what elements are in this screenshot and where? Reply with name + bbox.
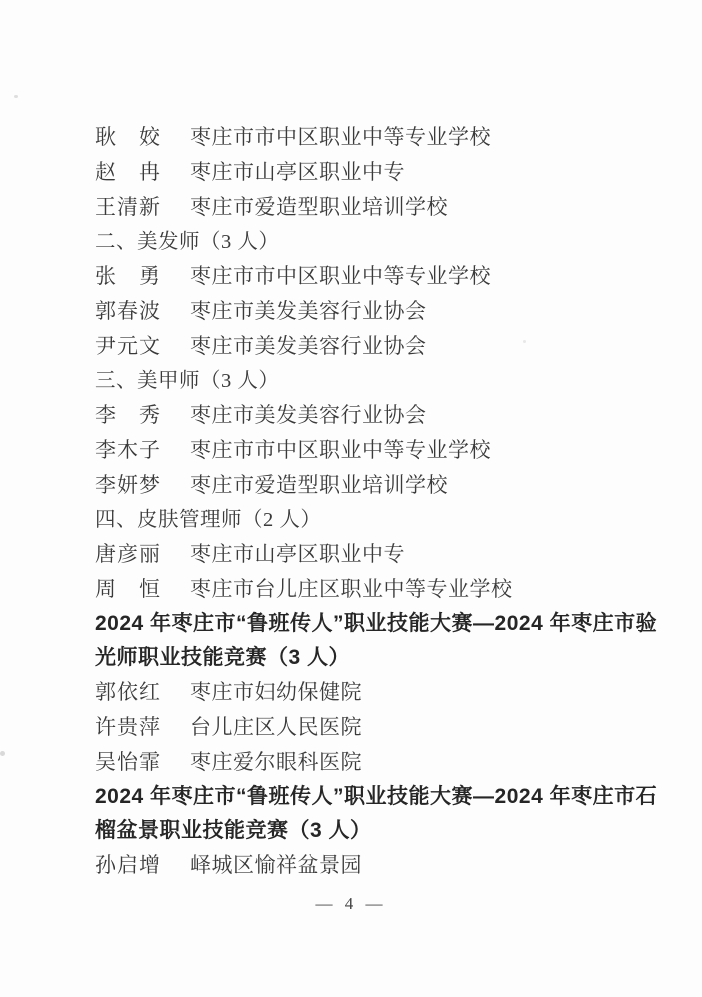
recipient-organization: 枣庄市市中区职业中等专业学校 [190, 438, 491, 462]
recipient-row [95, 155, 635, 190]
competition-title [95, 780, 658, 848]
scan-speck [0, 751, 5, 756]
recipient-name: 唐彦丽 [95, 542, 161, 566]
recipient-name: 耿 姣 [95, 125, 161, 149]
recipient-name: 郭春波 [95, 299, 161, 323]
recipient-organization: 枣庄市美发美容行业协会 [190, 299, 427, 323]
recipient-row [95, 848, 635, 883]
recipient-organization: 枣庄市妇幼保健院 [190, 680, 362, 704]
competition-title-line: 光师职业技能竞赛（3 人） [95, 646, 351, 669]
recipient-name: 许贵萍 [95, 715, 161, 739]
competition-title-line: 2024 年枣庄市“鲁班传人”职业技能大赛—2024 年枣庄市石 [95, 785, 658, 808]
recipient-name: 李木子 [95, 438, 161, 462]
recipient-organization: 枣庄市爱造型职业培训学校 [190, 473, 448, 497]
recipient-organization: 枣庄市美发美容行业协会 [190, 403, 427, 427]
recipient-name: 王清新 [95, 195, 161, 219]
recipient-row [95, 120, 635, 155]
recipient-organization: 台儿庄区人民医院 [190, 715, 362, 739]
competition-title-line: 榴盆景职业技能竞赛（3 人） [95, 819, 372, 842]
recipient-organization: 枣庄市市中区职业中等专业学校 [190, 125, 491, 149]
page-number: — 4 — [315, 894, 387, 913]
recipient-row [95, 675, 635, 710]
section-heading: 三、美甲师（3 人） [95, 370, 280, 392]
recipient-row [95, 259, 635, 294]
competition-title-line: 2024 年枣庄市“鲁班传人”职业技能大赛—2024 年枣庄市验 [95, 612, 658, 635]
recipient-organization: 枣庄市美发美容行业协会 [190, 334, 427, 358]
recipient-organization: 枣庄市爱造型职业培训学校 [190, 195, 448, 219]
recipient-name: 吴怡霏 [95, 750, 161, 774]
scan-speck [14, 95, 18, 98]
section-heading: 四、皮肤管理师（2 人） [95, 509, 322, 531]
recipient-row [95, 433, 635, 468]
recipient-name: 赵 冉 [95, 160, 161, 184]
recipient-organization: 峄城区愉祥盆景园 [190, 853, 362, 877]
recipient-row [95, 745, 635, 780]
document-body [95, 120, 658, 883]
recipient-organization: 枣庄市山亭区职业中专 [190, 160, 405, 184]
recipient-row [95, 537, 635, 572]
recipient-row [95, 572, 635, 607]
recipient-name: 李妍梦 [95, 473, 161, 497]
recipient-row [95, 398, 635, 433]
section-heading: 二、美发师（3 人） [95, 231, 280, 253]
recipient-row [95, 710, 635, 745]
recipient-row [95, 468, 635, 503]
recipient-organization: 枣庄市市中区职业中等专业学校 [190, 264, 491, 288]
recipient-organization: 枣庄爱尔眼科医院 [190, 750, 362, 774]
recipient-name: 李 秀 [95, 403, 161, 427]
recipient-name: 张 勇 [95, 264, 161, 288]
recipient-organization: 枣庄市山亭区职业中专 [190, 542, 405, 566]
recipient-name: 周 恒 [95, 577, 161, 601]
recipient-name: 孙启增 [95, 853, 161, 877]
recipient-row [95, 329, 635, 364]
recipient-organization: 枣庄市台儿庄区职业中等专业学校 [190, 577, 513, 601]
recipient-row [95, 294, 635, 329]
competition-title [95, 607, 658, 675]
recipient-row [95, 190, 635, 225]
recipient-name: 郭依红 [95, 680, 161, 704]
recipient-name: 尹元文 [95, 334, 161, 358]
